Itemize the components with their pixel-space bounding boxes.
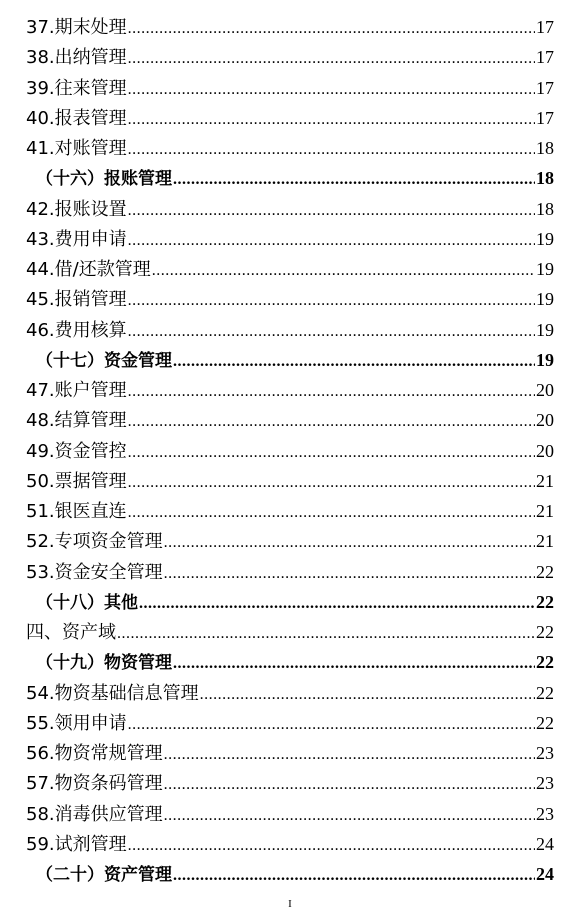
toc-page-number: 20	[536, 440, 554, 461]
dot-leader	[117, 619, 535, 649]
toc-page-number: 23	[536, 803, 554, 824]
toc-page-number: 22	[536, 682, 554, 703]
toc-page-number: 19	[536, 319, 554, 340]
toc-entry	[26, 103, 554, 133]
toc-page-number: 23	[536, 743, 554, 763]
toc-entry-title: 56.物资常规管理	[26, 743, 163, 764]
dot-leader	[200, 680, 535, 710]
toc-entry	[26, 194, 554, 224]
toc-page-number: 22	[536, 591, 554, 612]
dot-leader	[164, 740, 535, 770]
toc-page-number: 21	[536, 531, 554, 552]
dot-leader	[173, 861, 535, 891]
toc-entry	[26, 526, 554, 556]
toc-entry-title: 42.报账设置	[26, 198, 127, 220]
dot-leader	[164, 801, 535, 831]
toc-entry-title: 47.账户管理	[26, 380, 127, 401]
toc-page-number: 17	[536, 77, 554, 98]
toc-page-number: 22	[536, 652, 554, 673]
dot-leader	[128, 14, 535, 44]
toc-entry-title: 55.领用申请	[26, 712, 127, 734]
dot-leader	[128, 710, 535, 740]
toc-entry	[26, 738, 554, 768]
dot-leader	[128, 317, 535, 347]
dot-leader	[173, 649, 535, 679]
toc-page-number: 17	[536, 107, 554, 128]
toc-page-number: 20	[536, 380, 554, 400]
toc-entry	[26, 436, 554, 466]
dot-leader	[164, 528, 535, 558]
toc-entry	[26, 133, 554, 163]
toc-entry-title: 49.资金管控	[26, 440, 127, 462]
toc-entry-title: 59.试剂管理	[26, 833, 127, 855]
toc-entry	[26, 829, 554, 859]
toc-page-number: 17	[536, 47, 554, 68]
toc-entry	[26, 799, 554, 829]
dot-leader	[173, 347, 535, 377]
dot-leader	[128, 75, 535, 105]
dot-leader	[128, 196, 535, 226]
toc-section-title: （二十）资产管理	[36, 865, 172, 885]
dot-leader	[128, 498, 535, 528]
dot-leader	[128, 105, 535, 135]
toc-page-number: 19	[536, 228, 554, 249]
toc-section-heading	[26, 647, 554, 677]
toc-entry-title: 39.往来管理	[26, 77, 127, 99]
toc-entry-title: 48.结算管理	[26, 410, 127, 432]
dot-leader	[128, 226, 535, 256]
dot-leader	[173, 165, 535, 195]
toc-entry-title: 43.费用申请	[26, 228, 127, 250]
toc-entry	[26, 496, 554, 526]
toc-entry	[26, 375, 554, 405]
dot-leader	[128, 44, 535, 74]
toc-page-number: 18	[536, 168, 554, 189]
toc-page-number: 22	[536, 712, 554, 733]
toc-entry-title: 52.专项资金管理	[26, 531, 163, 553]
toc-page-number: 19	[536, 259, 554, 279]
toc-page-number: 24	[536, 833, 554, 854]
toc-page-number: 23	[536, 773, 554, 794]
toc-entry-title: 37.期末处理	[26, 17, 127, 38]
toc-page-number: 19	[536, 349, 554, 370]
toc-page-number: 22	[536, 622, 554, 642]
toc-entry	[26, 315, 554, 345]
toc-entry-title: 44.借/还款管理	[26, 259, 151, 280]
dot-leader	[128, 135, 535, 165]
toc-page-number: 21	[536, 470, 554, 491]
toc-section-heading	[26, 163, 554, 193]
toc-page-number: 22	[536, 561, 554, 582]
dot-leader	[128, 831, 535, 861]
toc-section-heading	[26, 859, 554, 889]
toc-section-heading	[26, 345, 554, 375]
dot-leader	[128, 286, 535, 316]
dot-leader	[139, 589, 535, 619]
dot-leader	[128, 438, 535, 468]
toc-page-number: 17	[536, 17, 554, 37]
toc-section-title: （十六）报账管理	[36, 169, 172, 190]
toc-entry	[26, 73, 554, 103]
toc-page-number: 20	[536, 410, 554, 431]
dot-leader	[128, 377, 535, 407]
toc-entry	[26, 405, 554, 435]
toc-entry-title: 46.费用核算	[26, 319, 127, 341]
dot-leader	[128, 407, 535, 437]
toc-section-title: （十九）物资管理	[36, 653, 172, 674]
toc-entry-title: 45.报销管理	[26, 289, 127, 311]
toc-entry	[26, 12, 554, 42]
toc-entry-title: 57.物资条码管理	[26, 773, 163, 795]
toc-page-number: 19	[536, 289, 554, 310]
dot-leader	[152, 256, 535, 286]
toc-section-title: （十七）资金管理	[36, 350, 172, 371]
toc-entry	[26, 224, 554, 254]
toc-page-number: 21	[536, 501, 554, 521]
toc-entry-title: 40.报表管理	[26, 107, 127, 129]
table-of-contents	[26, 12, 554, 889]
toc-entry	[26, 708, 554, 738]
toc-entry-title: 41.对账管理	[26, 138, 127, 159]
toc-page-number: 18	[536, 138, 554, 158]
toc-entry-title: 58.消毒供应管理	[26, 803, 163, 825]
toc-entry-title: 53.资金安全管理	[26, 561, 163, 583]
toc-entry-title: 54.物资基础信息管理	[26, 682, 199, 704]
toc-section-title: （十八）其他	[36, 592, 138, 613]
dot-leader	[164, 770, 535, 800]
toc-entry	[26, 254, 554, 284]
toc-entry	[26, 557, 554, 587]
toc-entry	[26, 466, 554, 496]
page-footer-number: I	[288, 898, 292, 910]
toc-entry-title: 四、资产域	[26, 622, 116, 643]
toc-entry	[26, 42, 554, 72]
toc-entry-title: 38.出纳管理	[26, 47, 127, 69]
toc-entry-title: 50.票据管理	[26, 470, 127, 492]
dot-leader	[164, 559, 535, 589]
toc-entry-title: 51.银医直连	[26, 501, 127, 522]
toc-entry	[26, 617, 554, 647]
toc-section-heading	[26, 587, 554, 617]
toc-entry	[26, 284, 554, 314]
toc-page-number: 24	[536, 864, 554, 884]
toc-entry	[26, 678, 554, 708]
toc-entry	[26, 768, 554, 798]
dot-leader	[128, 468, 535, 498]
toc-page-number: 18	[536, 198, 554, 219]
